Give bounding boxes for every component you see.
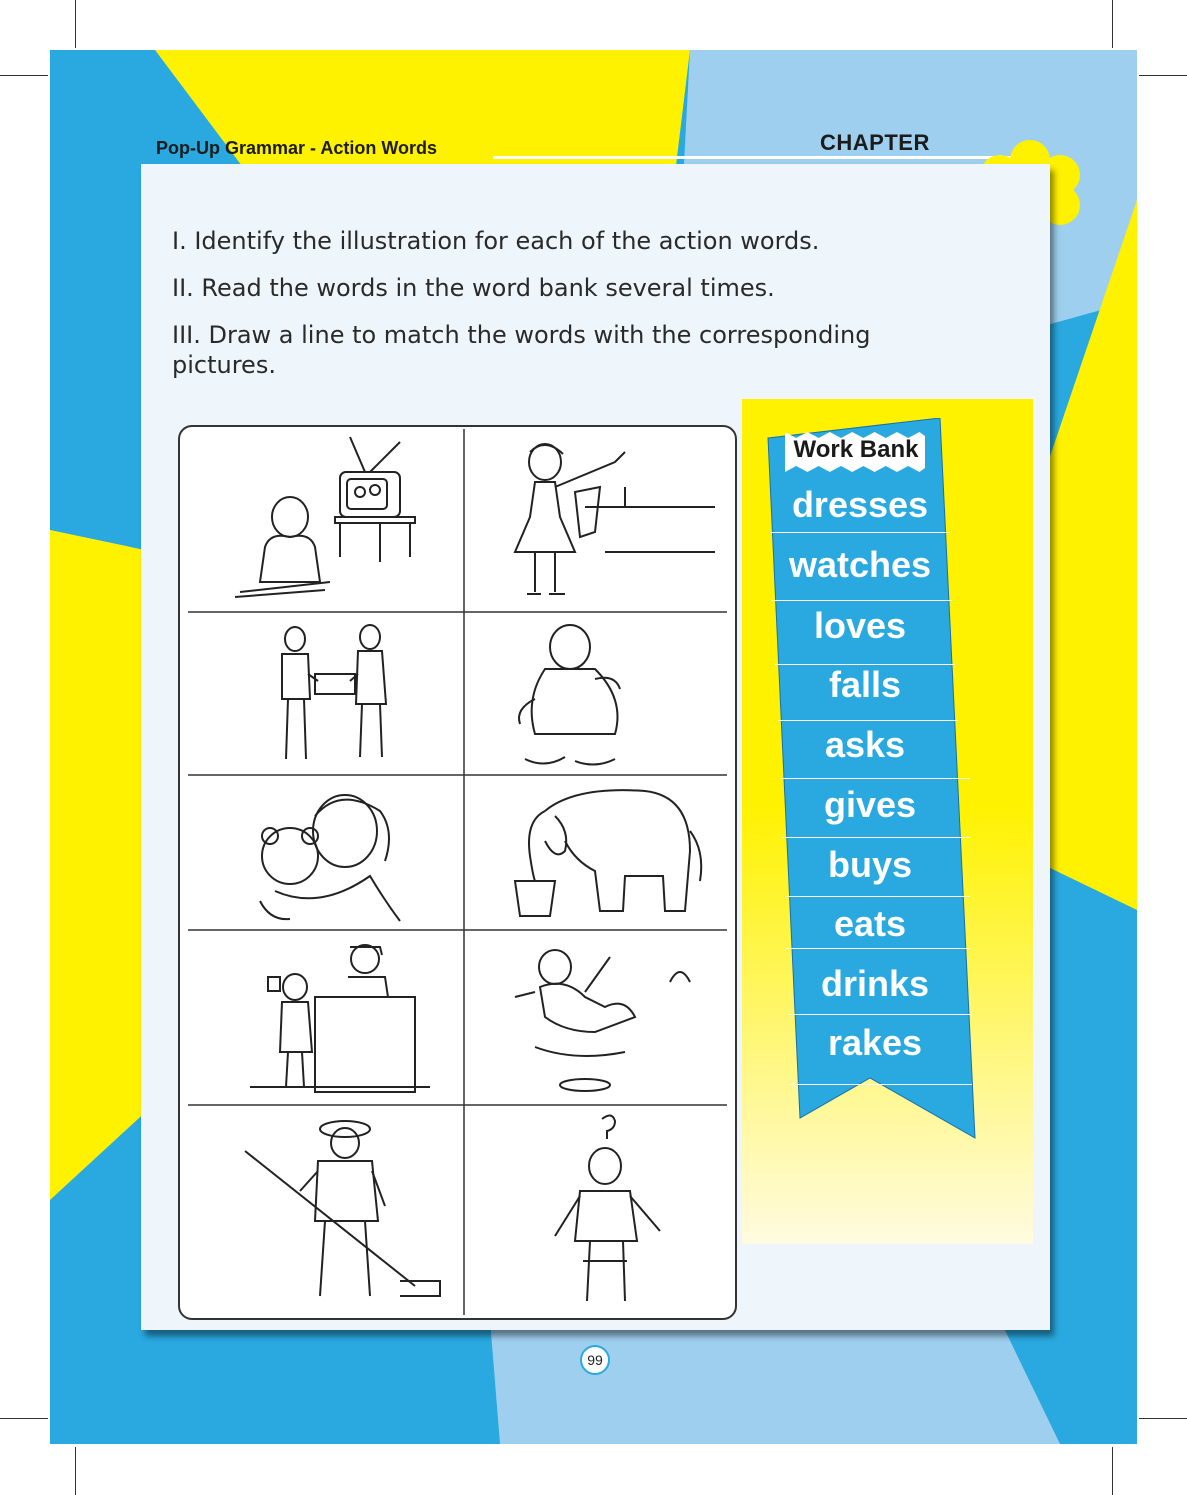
crop-mark bbox=[0, 75, 48, 76]
word-rakes[interactable]: rakes bbox=[827, 1022, 923, 1063]
word-divider bbox=[780, 778, 970, 779]
instruction-3: III. Draw a line to match the words with the corresponding pictures. bbox=[172, 321, 871, 379]
word-divider bbox=[788, 1014, 972, 1015]
crop-mark bbox=[1112, 1447, 1113, 1495]
picture-grid bbox=[178, 425, 737, 1320]
word-divider bbox=[778, 720, 958, 721]
illustration-girl-buying-at-counter[interactable] bbox=[200, 937, 450, 1097]
word-bank-label: Work Bank bbox=[793, 436, 919, 463]
word-eats[interactable]: eats bbox=[833, 903, 907, 944]
illustration-girl-hugging-teddy[interactable] bbox=[200, 781, 450, 926]
illustration-boy-falling[interactable] bbox=[475, 937, 725, 1097]
crop-mark bbox=[1139, 1418, 1187, 1419]
word-gives[interactable]: gives bbox=[823, 784, 917, 825]
crop-mark bbox=[75, 0, 76, 48]
word-divider bbox=[786, 948, 970, 949]
illustration-farmer-raking[interactable] bbox=[200, 1111, 450, 1311]
chapter-label: CHAPTER bbox=[820, 130, 930, 155]
word-dresses[interactable]: dresses bbox=[791, 484, 929, 525]
header-rule bbox=[493, 156, 1013, 159]
book-title: Pop-Up Grammar - Action Words bbox=[156, 138, 438, 158]
illustration-girl-dressing[interactable] bbox=[475, 432, 725, 607]
crop-mark bbox=[1139, 75, 1187, 76]
illustration-boy-asking[interactable] bbox=[475, 1111, 725, 1311]
word-divider bbox=[772, 600, 952, 601]
crop-mark bbox=[75, 1447, 76, 1495]
crop-mark bbox=[0, 1418, 48, 1419]
page-number: 99 bbox=[580, 1345, 610, 1375]
word-drinks[interactable]: drinks bbox=[820, 963, 930, 1004]
illustration-boy-watching-tv[interactable] bbox=[200, 432, 450, 607]
word-buys[interactable]: buys bbox=[827, 844, 913, 885]
word-watches[interactable]: watches bbox=[788, 544, 932, 585]
illustration-gorilla-eating-banana[interactable] bbox=[475, 619, 725, 769]
word-asks[interactable]: asks bbox=[824, 724, 906, 765]
word-divider bbox=[790, 1084, 972, 1085]
word-loves[interactable]: loves bbox=[813, 605, 907, 646]
crop-mark bbox=[1112, 0, 1113, 48]
word-divider bbox=[770, 532, 950, 533]
word-falls[interactable]: falls bbox=[828, 664, 902, 705]
word-divider bbox=[782, 837, 970, 838]
instruction-1: I. Identify the illustration for each of the action words. bbox=[172, 227, 820, 255]
illustration-elephant-drinking[interactable] bbox=[475, 781, 725, 926]
illustration-man-giving-box[interactable] bbox=[200, 619, 450, 769]
word-divider bbox=[785, 896, 970, 897]
instruction-2: II. Read the words in the word bank several times. bbox=[172, 274, 775, 302]
